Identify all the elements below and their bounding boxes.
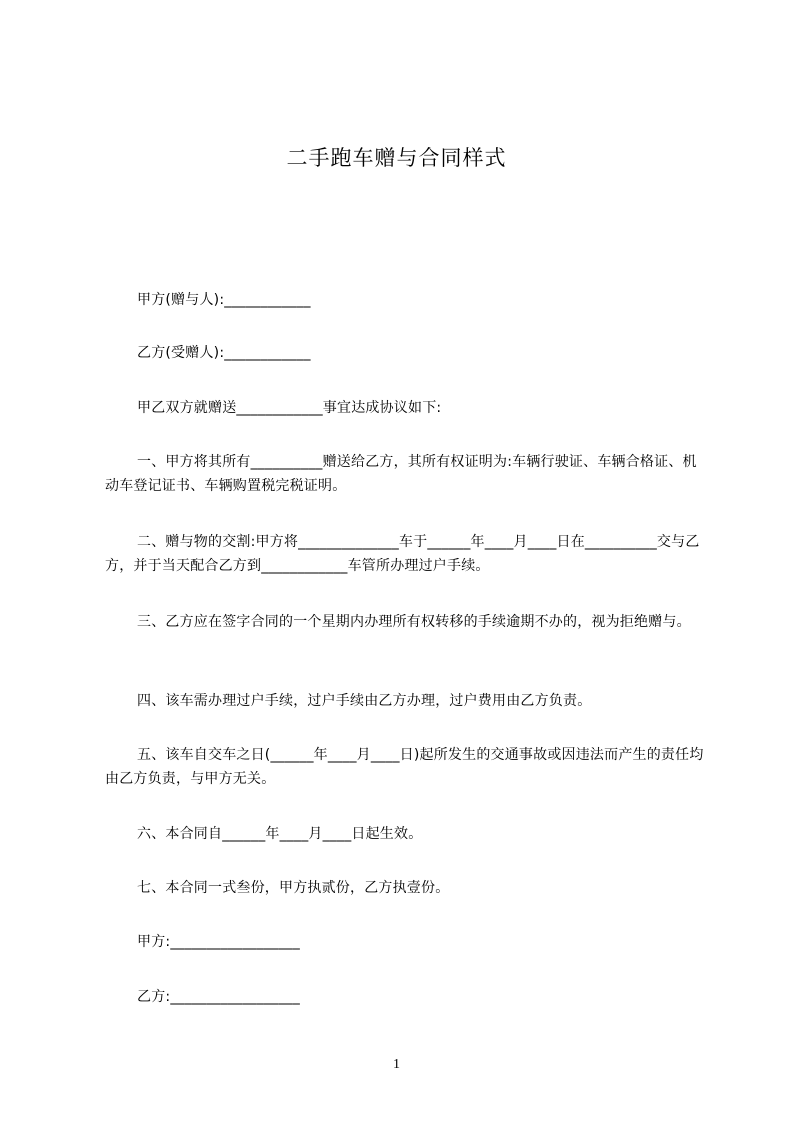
clause-1: 一、甲方将其所有__________赠送给乙方，其所有权证明为:车辆行驶证、车辆合格证、机动车登记证书、车辆购置税完税证明。 [105,454,697,494]
signature-party-a: 甲方:__________________ [137,934,300,950]
clause-7: 七、本合同一式叁份，甲方执贰份，乙方执壹份。 [137,880,450,896]
document-title: 二手跑车赠与合同样式 [286,146,507,170]
clause-5: 五、该车自交车之日(______年____月____日)起所发生的交通事故或因违法而产生的责任均由乙方负责，与甲方无关。 [105,747,704,787]
clause-3: 三、乙方应在签字合同的一个星期内办理所有权转移的手续逾期不办的，视为拒绝赠与。 [137,614,691,630]
page-number: 1 [393,1057,400,1072]
clause-6: 六、本合同自______年____月____日起生效。 [137,826,423,842]
party-b-line: 乙方(受赠人):____________ [137,345,311,361]
signature-party-b: 乙方:__________________ [137,989,300,1005]
agreement-intro: 甲乙双方就赠送____________事宜达成协议如下: [137,400,442,416]
clause-4: 四、该车需办理过户手续，过户手续由乙方办理，过户费用由乙方负责。 [137,693,592,709]
party-a-line: 甲方(赠与人):____________ [137,292,311,308]
clause-2: 二、赠与物的交割:甲方将______________车于______年____月____日在__________交与乙方，并于当天配合乙方到____________车管所办理过户手续。 [105,534,700,574]
